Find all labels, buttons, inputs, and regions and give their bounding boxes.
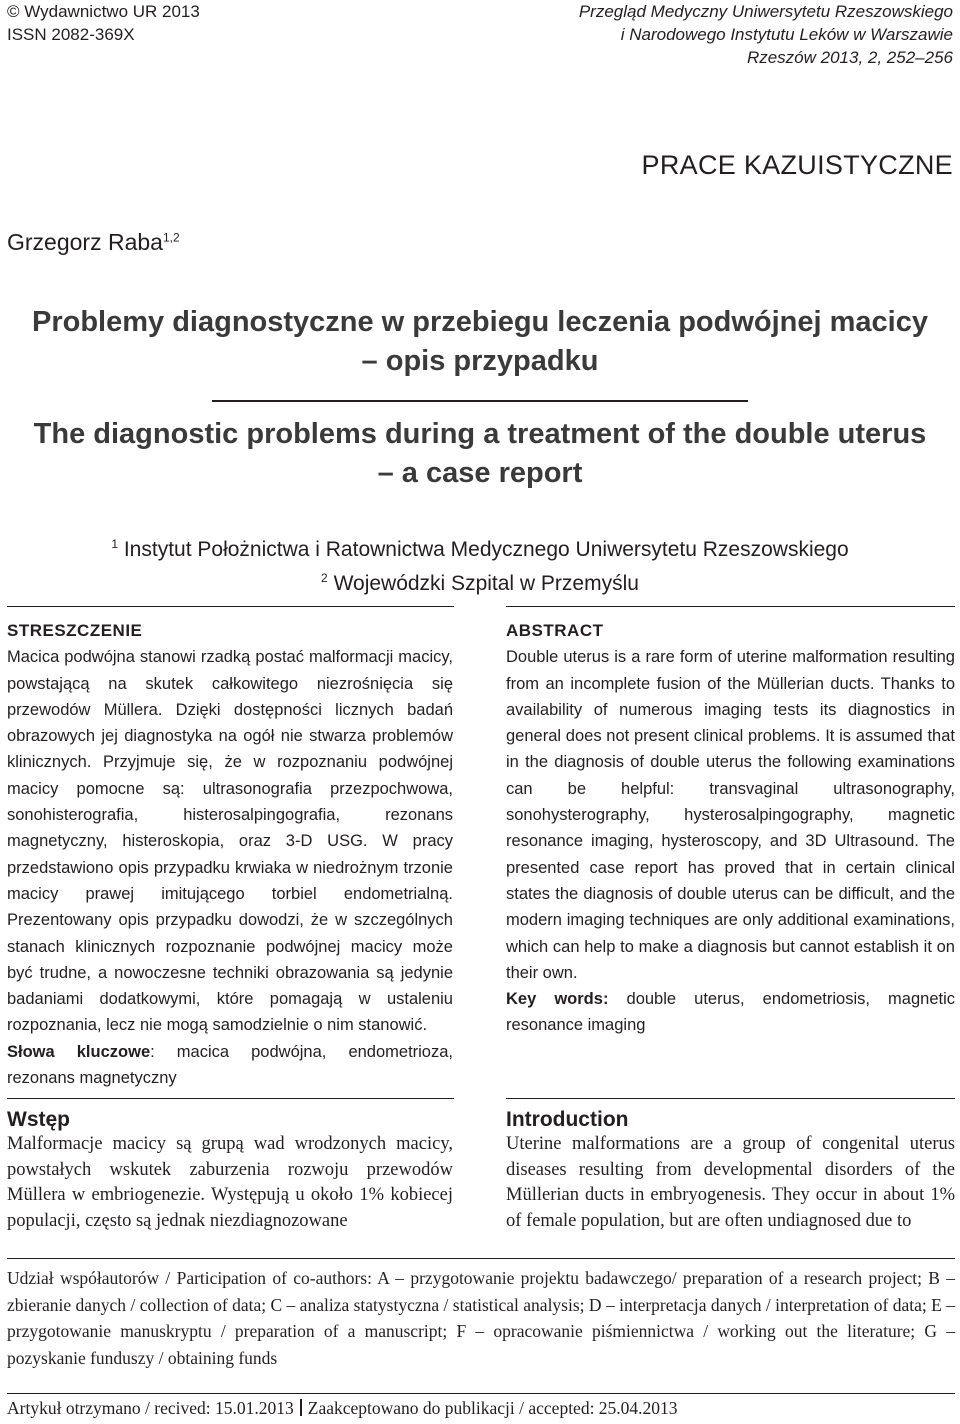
dates-separator bbox=[300, 1399, 302, 1416]
contribution-footnote: Udział współautorów / Participation of co-authors: A – przygotowanie projektu badawczego/ preparation of a research project; B – zbieranie danych / collection of data; C – analiza statystyczna / statistical analysis; D – interpretacja danych / interpretation of data; E – przygotowanie manuskryptu / preparation of a manuscript; F – opracowanie piśmiennictwa / working out the literature; G – pozyskanie funduszy / obtaining funds bbox=[7, 1268, 955, 1368]
title-polish-line-1: Problemy diagnostyczne w przebiegu leczenia podwójnej macicy bbox=[31, 306, 928, 338]
keywords-text: double uterus, endometriosis, magnetic resonance imaging bbox=[506, 990, 956, 1035]
journal-info bbox=[579, 0, 953, 69]
title-english-line-1: The diagnostic problems during a treatment of the double uterus bbox=[33, 418, 927, 450]
abstract-heading: ABSTRACT bbox=[506, 621, 604, 640]
introduction-body: Uterine malformations are a group of congenital uterus diseases resulting from developmental disorders of the Müllerian ducts in embryogenesis. They occur in about 1% of female population, but are often undiagnosed due to bbox=[506, 1134, 955, 1231]
affiliation-2 bbox=[0, 564, 960, 598]
affiliation-mark: 1 bbox=[111, 537, 119, 551]
wstep-heading: Wstęp bbox=[7, 1108, 70, 1131]
abstract-en-rule-top bbox=[506, 606, 955, 607]
abstract-block bbox=[506, 618, 955, 1039]
affiliation-1 bbox=[0, 530, 960, 564]
abstract-pl-rule-top bbox=[7, 606, 454, 607]
journal-line-2: i Narodowego Instytutu Leków w Warszawie bbox=[620, 25, 953, 44]
keywords-label: Key words: bbox=[506, 990, 609, 1009]
title-english bbox=[0, 415, 960, 493]
issn: ISSN 2082-369X bbox=[7, 25, 135, 44]
section-type: PRACE KAZUISTYCZNE bbox=[641, 150, 953, 180]
author-name: Grzegorz Raba bbox=[7, 229, 163, 255]
journal-line-3: Rzeszów 2013, 2, 252–256 bbox=[746, 48, 953, 67]
abstract-keywords bbox=[506, 986, 955, 1039]
author bbox=[7, 229, 180, 256]
keywords-label: Słowa kluczowe bbox=[7, 1042, 151, 1061]
publisher-line: © Wydawnictwo UR 2013 bbox=[7, 2, 200, 21]
received-date: Artykuł otrzymano / recived: 15.01.2013 bbox=[7, 1398, 294, 1418]
title-polish-line-2: – opis przypadku bbox=[361, 345, 599, 377]
streszczenie-keywords bbox=[7, 1039, 453, 1092]
introduction-section bbox=[506, 1108, 955, 1234]
introduction-heading: Introduction bbox=[506, 1108, 629, 1131]
affiliation-text: Instytut Położnictwa i Ratownictwa Medycznego Uniwersytetu Rzeszowskiego bbox=[118, 538, 849, 561]
affiliation-mark: 2 bbox=[321, 571, 328, 585]
streszczenie-body: Macica podwójna stanowi rzadką postać malformacji macicy, powstającą na skutek całkowitego niezrośnięcia się przewodów Müllera. Dzięki dostępności licznych badań obrazowych jej diagnostyka na ogół nie stwarza problemów klinicznych. Przyjmuje się, że w rozpoznaniu podwójnej macicy pomocne są: ultrasonografia przezpochwowa, sonohisterografia, histerosalpingografia, rezonans magnetyczny, histeroskopia, oraz 3-D USG. W pracy przedstawiono opis przypadku krwiaka w niedrożnym trzonie macicy prawej imitującego torbiel endometrialną. Prezentowany opis przypadku dowodzi, że w szczególnych stanach klinicznych rozpoznanie podwójnej macicy może być trudne, a nowoczesne techniki obrazowania są jedynie badaniami dodatkowymi, które pomagają w ustaleniu rozpoznania, lecz nie mogą samodzielnie o nim stanowić. bbox=[7, 648, 453, 1035]
abstract-body: Double uterus is a rare form of uterine malformation resulting from an incomplete fusion of the Müllerian ducts. Thanks to availability of numerous imaging tests its diagnostics in general does not present clinical problems. It is assumed that in the diagnosis of double uterus the following examinations can be helpful: transvaginal ultrasonography, sonohysterography, hysterosalpingography, magnetic resonance imaging, hysteroscopy, and 3D Ultrasound. The presented case report has proved that in certain clinical states the diagnosis of double uterus can be difficult, and the modern imaging techniques are only additional examinations, which can help to make a diagnosis but cannot establish it on their own. bbox=[506, 648, 955, 982]
title-divider bbox=[212, 400, 748, 402]
keywords-text: : macica podwójna, endometrioza, rezonans magnetyczny bbox=[7, 1042, 453, 1088]
abstract-en-rule-bottom bbox=[506, 1098, 955, 1099]
abstract-pl-rule-bottom bbox=[7, 1098, 454, 1099]
streszczenie-heading: STRESZCZENIE bbox=[7, 621, 143, 640]
article-dates bbox=[7, 1398, 678, 1419]
wstep-section bbox=[7, 1108, 453, 1234]
accepted-date: Zaakceptowano do publikacji / accepted: 25.04.2013 bbox=[307, 1398, 678, 1418]
affiliations bbox=[0, 530, 960, 598]
affiliation-text: Wojewódzki Szpital w Przemyślu bbox=[327, 572, 639, 595]
title-english-line-2: – a case report bbox=[377, 457, 583, 489]
streszczenie-block bbox=[7, 618, 453, 1091]
dates-rule bbox=[7, 1393, 955, 1394]
wstep-body: Malformacje macicy są grupą wad wrodzonych macicy, powstałych wskutek zaburzenia rozwoju przewodów Müllera w embriogenezie. Występują u około 1% kobiecej populacji, często są jednak niezdiagnozowane bbox=[7, 1134, 453, 1231]
title-polish bbox=[0, 303, 960, 381]
author-affil-marks: 1,2 bbox=[162, 230, 180, 245]
footnote-rule bbox=[7, 1258, 955, 1259]
publisher-info bbox=[7, 0, 200, 46]
journal-line-1: Przegląd Medyczny Uniwersytetu Rzeszowskiego bbox=[578, 2, 953, 21]
